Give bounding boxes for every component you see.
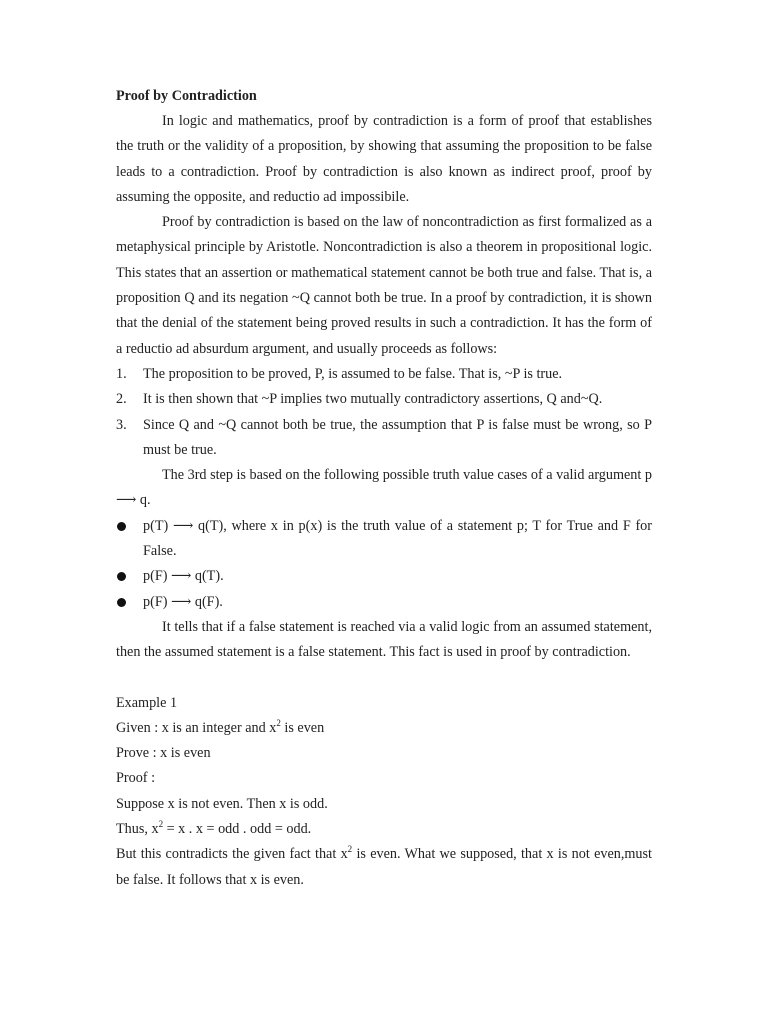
example-suppose: Suppose x is not even. Then x is odd. bbox=[116, 795, 328, 812]
thus-text: Thus, x bbox=[116, 821, 159, 838]
list-number: 2. bbox=[116, 391, 127, 408]
list-item bbox=[116, 590, 652, 615]
example-thus bbox=[116, 817, 652, 842]
example-proof-label: Proof : bbox=[116, 770, 156, 787]
list-item-text: p(F) ⟶ q(T). bbox=[143, 568, 224, 585]
conclusion-paragraph: It tells that if a false statement is reached via a valid logic from an assumed statement, then the assumed statement is a false statement. This fact is used in proof by contradiction. bbox=[116, 618, 652, 661]
spacer bbox=[116, 666, 652, 691]
superscript: 2 bbox=[158, 819, 164, 830]
example-contradiction bbox=[116, 842, 652, 893]
but-text-end: is even. What we supposed, that x is not even,must be false. It follows that x is even. bbox=[116, 846, 652, 888]
bullet-icon bbox=[117, 522, 126, 531]
but-text: But this contradicts the given fact that x bbox=[116, 846, 348, 863]
bullet-icon bbox=[117, 572, 126, 581]
superscript: 2 bbox=[347, 844, 353, 855]
intro-paragraph: In logic and mathematics, proof by contradiction is a form of proof that establishes the truth or the validity of a proposition, by showing that assuming the proposition to be false leads to a contradiction. Proof by contradiction is also known as indirect proof, proof by assuming the opposite, and reductio ad impossibile. bbox=[116, 113, 652, 205]
thus-text-end: = x . x = odd . odd = odd. bbox=[163, 821, 312, 838]
example-heading: Example 1 bbox=[116, 694, 178, 711]
list-item-text: Since Q and ~Q cannot both be true, the assumption that P is false must be wrong, so P must be true. bbox=[143, 416, 652, 458]
given-text-end: is even bbox=[280, 719, 325, 736]
list-item-text: p(T) ⟶ q(T), where x in p(x) is the truth value of a statement p; T for True and F for False. bbox=[143, 517, 652, 560]
list-number: 3. bbox=[116, 416, 127, 433]
list-item bbox=[116, 413, 652, 464]
document-content bbox=[116, 84, 652, 893]
list-item-text: It is then shown that ~P implies two mutually contradictory assertions, Q and~Q. bbox=[143, 391, 603, 408]
list-item-text: p(F) ⟶ q(F). bbox=[143, 593, 223, 610]
example-prove: Prove : x is even bbox=[116, 745, 211, 762]
example-given bbox=[116, 716, 652, 741]
list-item-text: The proposition to be proved, P, is assumed to be false. That is, ~P is true. bbox=[143, 365, 563, 382]
given-text: Given : x is an integer and x bbox=[116, 719, 277, 736]
list-item bbox=[116, 387, 652, 412]
proof-steps-list bbox=[116, 362, 652, 463]
list-item bbox=[116, 362, 652, 387]
list-item bbox=[116, 514, 652, 565]
list-number: 1. bbox=[116, 365, 127, 382]
noncontradiction-paragraph: Proof by contradiction is based on the law of noncontradiction as first formalized as a metaphysical principle by Aristotle. Noncontradiction is also a theorem in propositional logic. This states that an assertion or mathematical statement cannot be both true and false. That is, a proposition Q and its negation ~Q cannot both be true. In a proof by contradiction, it is shown that the denial of the statement being proved results in such a contradiction. It has the form of a reductio ad absurdum argument, and usually proceeds as follows: bbox=[116, 214, 652, 357]
document-title: Proof by Contradiction bbox=[116, 88, 257, 104]
list-item bbox=[116, 564, 652, 589]
bullet-icon bbox=[117, 598, 126, 607]
third-step-paragraph: The 3rd step is based on the following possible truth value cases of a valid argument p ⟶ q. bbox=[116, 467, 652, 509]
truth-cases-list bbox=[116, 514, 652, 615]
superscript: 2 bbox=[276, 717, 281, 728]
